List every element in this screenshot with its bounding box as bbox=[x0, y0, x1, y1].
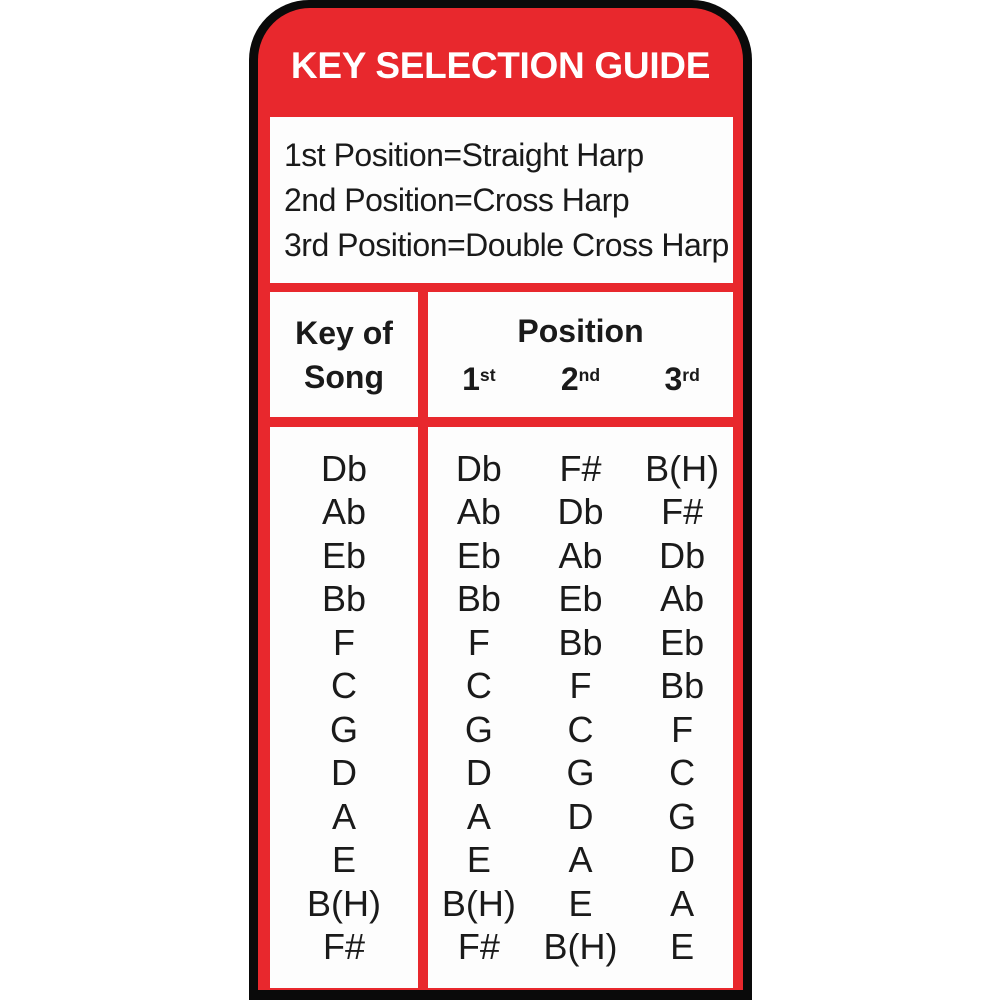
pos2-cell: B(H) bbox=[543, 926, 618, 967]
position-col-2nd: 2nd bbox=[560, 360, 601, 397]
positions-columns bbox=[428, 427, 733, 988]
pos1-cell: F# bbox=[457, 926, 500, 967]
table-row bbox=[428, 838, 733, 882]
pos1-cell: Bb bbox=[456, 578, 501, 619]
pos3-cell: B(H) bbox=[645, 447, 720, 489]
key-cell: E bbox=[331, 839, 356, 880]
position-col-3rd: 3rd bbox=[664, 360, 700, 397]
pos3-cell: D bbox=[669, 839, 696, 880]
table-row bbox=[428, 577, 733, 621]
table-row bbox=[428, 534, 733, 578]
key-of-song-column bbox=[270, 427, 418, 988]
table-row bbox=[428, 708, 733, 752]
pos2-cell: Db bbox=[557, 491, 604, 532]
pos3-cell: G bbox=[668, 795, 697, 837]
table-row bbox=[428, 664, 733, 708]
pos2-cell: G bbox=[566, 752, 595, 793]
key-cell: Eb bbox=[321, 534, 367, 576]
card-header bbox=[249, 0, 752, 117]
table-row bbox=[428, 490, 733, 534]
table-row bbox=[428, 795, 733, 839]
pos3-cell: F# bbox=[661, 491, 704, 532]
legend-line-2nd: 2nd Position=Cross Harp bbox=[284, 181, 630, 218]
pos1-cell: E bbox=[466, 839, 491, 880]
key-header-line2: Song bbox=[304, 358, 384, 395]
position-col-1st: 1st bbox=[462, 360, 496, 397]
table-row bbox=[428, 751, 733, 795]
pos3-cell: Eb bbox=[660, 621, 705, 663]
table-row bbox=[428, 882, 733, 926]
position-header-label: Position bbox=[517, 312, 644, 349]
pos1-cell: G bbox=[464, 708, 493, 750]
pos2-cell: Ab bbox=[558, 534, 603, 576]
legend-line-1st: 1st Position=Straight Harp bbox=[284, 136, 644, 173]
pos2-cell: F# bbox=[559, 447, 602, 489]
pos3-cell: Db bbox=[659, 534, 706, 576]
key-cell: A bbox=[331, 795, 356, 837]
legend-line-3rd: 3rd Position=Double Cross Harp bbox=[284, 226, 729, 263]
pos3-cell: F bbox=[671, 708, 694, 750]
key-cell: Db bbox=[320, 447, 368, 489]
key-of-song-header bbox=[270, 292, 418, 417]
key-cell: G bbox=[329, 708, 358, 750]
pos1-cell: A bbox=[466, 795, 491, 837]
pos2-cell: C bbox=[567, 708, 594, 750]
key-cell: D bbox=[331, 752, 357, 793]
pos1-cell: F bbox=[467, 621, 490, 663]
pos2-cell: F bbox=[569, 665, 592, 706]
pos3-cell: Bb bbox=[660, 665, 705, 706]
table-row bbox=[428, 925, 733, 969]
key-cell: C bbox=[331, 665, 357, 706]
pos2-cell: Bb bbox=[558, 621, 603, 663]
pos1-cell: Ab bbox=[456, 491, 501, 532]
pos2-cell: Eb bbox=[558, 578, 603, 619]
key-cell: F# bbox=[322, 926, 365, 967]
key-cell: B(H) bbox=[307, 882, 381, 924]
table-row bbox=[428, 447, 733, 491]
pos1-cell: Eb bbox=[456, 534, 501, 576]
card-title: KEY SELECTION GUIDE bbox=[290, 44, 711, 86]
pos3-cell: E bbox=[670, 926, 695, 967]
pos1-cell: Db bbox=[455, 447, 502, 489]
position-legend bbox=[270, 117, 733, 283]
pos1-cell: D bbox=[465, 752, 492, 793]
pos2-cell: A bbox=[568, 839, 593, 880]
table-row bbox=[428, 621, 733, 665]
position-header bbox=[428, 292, 733, 417]
pos3-cell: Ab bbox=[660, 578, 705, 619]
pos3-cell: A bbox=[670, 882, 695, 924]
guide-card bbox=[249, 0, 752, 1000]
pos1-cell: B(H) bbox=[441, 882, 516, 924]
key-cell: Bb bbox=[321, 578, 367, 619]
key-header-line1: Key of bbox=[295, 314, 393, 351]
pos1-cell: C bbox=[465, 665, 492, 706]
position-column-labels bbox=[428, 353, 733, 401]
key-cell: Ab bbox=[321, 491, 367, 532]
pos2-cell: D bbox=[567, 795, 594, 837]
pos3-cell: C bbox=[669, 752, 696, 793]
pos2-cell: E bbox=[568, 882, 593, 924]
key-cell: F bbox=[333, 621, 355, 663]
